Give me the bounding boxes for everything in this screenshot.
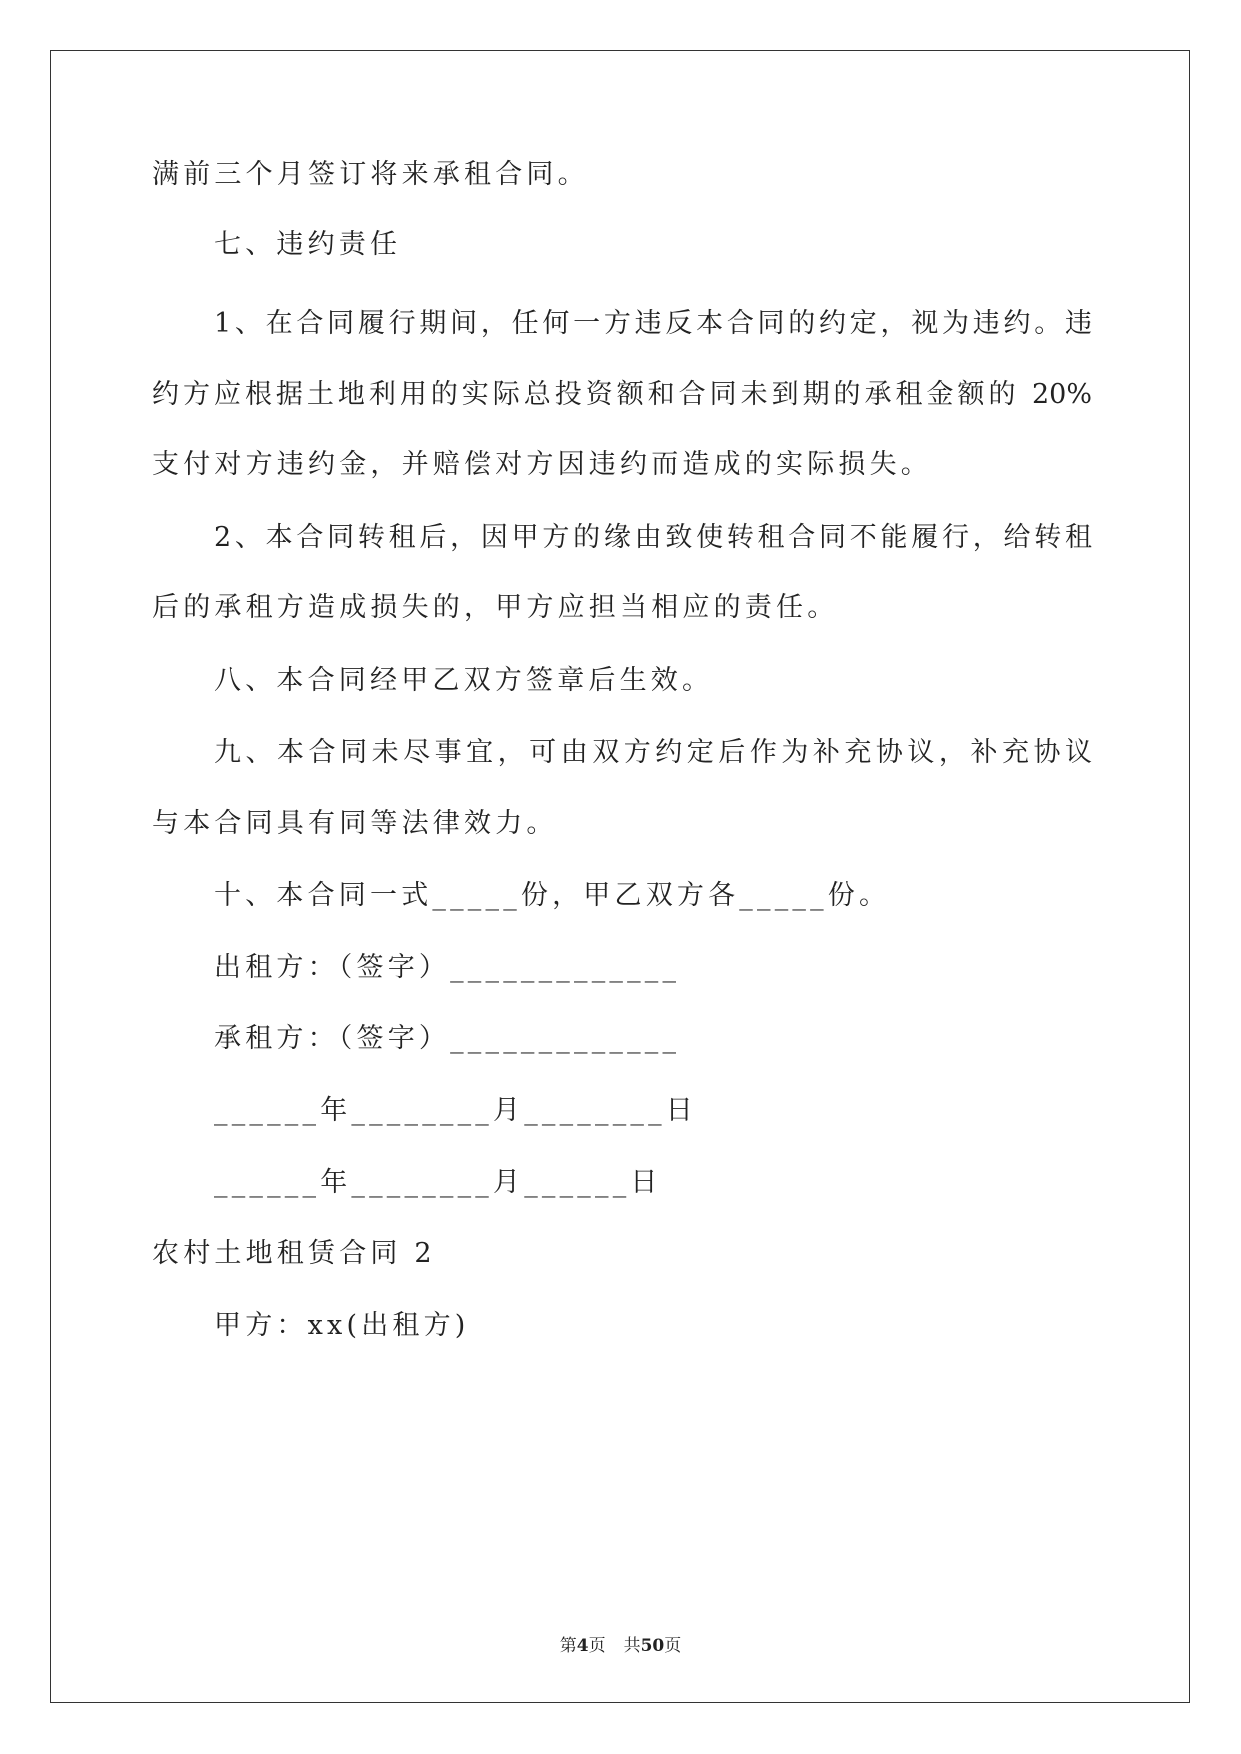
current-page-number: 4 [576,1636,589,1656]
text-line: 满前三个月签订将来承租合同。 [152,159,589,190]
text-line: 支付对方违约金，并赔偿对方因违约而造成的实际损失。 [152,449,932,480]
section-heading: 七、违约责任 [214,229,402,260]
footer-prefix: 第 [559,1636,577,1656]
text-line: 1、在合同履行期间，任何一方违反本合同的约定，视为违约。违 [214,308,1092,339]
date-line: ______年________月______日 [214,1167,662,1198]
text-line: 后的承租方造成损失的，甲方应担当相应的责任。 [152,592,839,623]
signature-lessee: 承租方：（签字）_____________ [214,1023,681,1054]
section-heading: 八、本合同经甲乙双方签章后生效。 [214,665,714,696]
text-line: 2、本合同转租后，因甲方的缘由致使转租合同不能履行，给转租 [214,522,1092,553]
page-footer [0,1634,1241,1658]
footer-page-word: 页 [588,1636,606,1656]
text-line: 与本合同具有同等法律效力。 [152,808,558,839]
signature-lessor: 出租方：（签字）_____________ [214,952,681,983]
text-line: 九、本合同未尽事宜，可由双方约定后作为补充协议，补充协议 [214,737,1092,768]
footer-total-prefix: 共 [623,1636,641,1656]
party-a-line: 甲方：xx(出租方) [214,1310,470,1341]
document-title: 农村土地租赁合同 2 [152,1238,436,1269]
total-pages-number: 50 [640,1636,665,1656]
text-line: 约方应根据土地利用的实际总投资额和合同未到期的承租金额的 20% [152,379,1092,410]
footer-total-suffix: 页 [664,1636,682,1656]
section-heading: 十、本合同一式_____份，甲乙双方各_____份。 [214,880,891,911]
date-line: ______年________月________日 [214,1095,697,1126]
